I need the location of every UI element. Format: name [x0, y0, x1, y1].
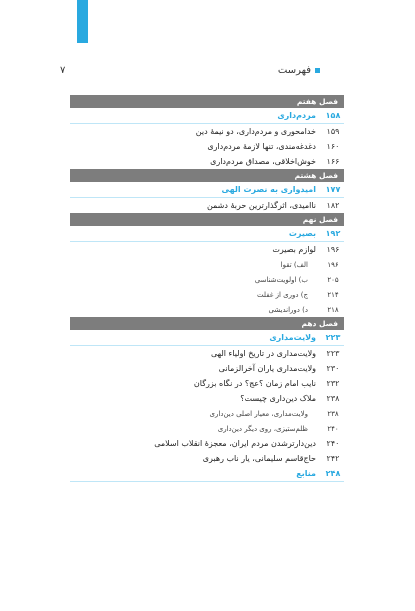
toc-page-number: ۲۳۸: [326, 394, 340, 403]
toc-entry[interactable]: [70, 406, 344, 421]
toc-entry-text: الف) تقوا: [280, 260, 308, 269]
toc-entry[interactable]: [70, 154, 344, 169]
toc-entry-text: ناامیدی، اثرگذارترین حربهٔ دشمن: [206, 201, 316, 210]
section-header: فصل دهم: [70, 317, 344, 330]
toc-entry-text: خدامحوری و مردم‌داری، دو نیمهٔ دین: [195, 127, 316, 136]
toc-page-number: ۲۰۵: [327, 275, 339, 284]
toc-page-number: ۱۶۶: [326, 157, 340, 166]
toc-entry[interactable]: [70, 287, 344, 302]
toc-entry-text: ج) دوری از غفلت: [257, 290, 308, 299]
toc-entry-text: لوازم بصیرت: [272, 245, 316, 254]
toc-page-number: ۲۳۰: [326, 364, 340, 373]
toc-chapter-title[interactable]: [70, 226, 344, 242]
toc-page-number: ۱۵۹: [326, 127, 340, 136]
toc-entry-text: ولایت‌مداری: [269, 333, 316, 342]
toc-page-number: ۲۲۳: [325, 333, 341, 342]
toc-page-number: ۲۳۸: [327, 409, 339, 418]
toc-entry-text: نایب امام زمان ؟عج؟ در نگاه بزرگان: [193, 379, 316, 388]
toc-entry-text: ولایت‌مداری یاران آخرالزمانی: [218, 364, 316, 373]
toc-page-number: ۱۷۷: [325, 185, 341, 194]
toc-chapter-title[interactable]: [70, 466, 344, 482]
toc-entry-text: حاج‌قاسم سلیمانی، یار ناب رهبری: [202, 454, 316, 463]
toc-entry-text: خوش‌اخلاقی، مصداق مردم‌داری: [210, 157, 316, 166]
toc-entry-text: د) دوراندیشی: [268, 305, 308, 314]
toc-entry[interactable]: [70, 421, 344, 436]
toc-entry-text: دین‌دارترشدن مردم ایران، معجزهٔ انقلاب اسلامی: [154, 439, 316, 448]
toc-entry[interactable]: [70, 272, 344, 287]
toc-entry[interactable]: [70, 139, 344, 154]
toc-page-number: ۲۴۰: [327, 424, 339, 433]
toc-entry[interactable]: [70, 376, 344, 391]
toc-page-number: ۲۴۲: [326, 454, 340, 463]
section-header: فصل نهم: [70, 213, 344, 226]
toc-entry-text: ب) اولویت‌شناسی: [254, 275, 308, 284]
table-of-contents: [70, 95, 344, 482]
toc-entry-text: ملاک دین‌داری چیست؟: [240, 394, 316, 403]
toc-page-number: ۱۵۸: [325, 111, 341, 120]
toc-entry-text: مردم‌داری: [277, 111, 316, 120]
toc-entry[interactable]: [70, 361, 344, 376]
square-icon: [315, 68, 320, 73]
toc-page-number: ۲۳۲: [326, 379, 340, 388]
toc-entry-text: ولایت‌مداری، معیار اصلی دین‌داری: [209, 409, 308, 418]
toc-page-number: ۱۶۰: [326, 142, 340, 151]
toc-chapter-title[interactable]: [70, 182, 344, 198]
toc-entry[interactable]: [70, 451, 344, 466]
toc-page-number: ۱۸۲: [326, 201, 340, 210]
toc-entry-text: امیدواری به نصرت الهی: [221, 185, 316, 194]
toc-page-number: ۱۹۲: [325, 229, 341, 238]
page-header: [60, 65, 320, 81]
toc-chapter-title[interactable]: [70, 330, 344, 346]
toc-entry[interactable]: [70, 124, 344, 139]
section-header: فصل هشتم: [70, 169, 344, 182]
toc-page-number: ۱۹۶: [326, 245, 340, 254]
toc-page-number: ۲۱۸: [327, 305, 339, 314]
section-header: فصل هفتم: [70, 95, 344, 108]
toc-entry-text: دغدغه‌مندی، تنها لازمهٔ مردم‌داری: [207, 142, 316, 151]
toc-entry[interactable]: [70, 198, 344, 213]
toc-entry[interactable]: [70, 391, 344, 406]
toc-page-number: ۲۲۳: [326, 349, 340, 358]
toc-page-number: ۲۴۸: [325, 469, 341, 478]
header-title-text: فهرست: [277, 65, 311, 76]
toc-page-number: ۲۱۴: [327, 290, 339, 299]
toc-entry-text: ولایت‌مداری در تاریخ اولیاء الهی: [210, 349, 316, 358]
blue-tab: [77, 0, 88, 43]
toc-entry-text: ظلم‌ستیزی، روی دیگر دین‌داری: [217, 424, 308, 433]
toc-page-number: ۱۹۶: [327, 260, 339, 269]
toc-entry[interactable]: [70, 257, 344, 272]
toc-entry[interactable]: [70, 346, 344, 361]
toc-entry-text: بصیرت: [288, 229, 316, 238]
toc-entry[interactable]: [70, 302, 344, 317]
toc-entry-text: منابع: [296, 469, 316, 478]
toc-entry[interactable]: [70, 242, 344, 257]
page-number: ۷: [60, 65, 66, 76]
toc-page-number: ۲۴۰: [326, 439, 340, 448]
toc-entry[interactable]: [70, 436, 344, 451]
toc-chapter-title[interactable]: [70, 108, 344, 124]
header-title: [278, 65, 320, 76]
